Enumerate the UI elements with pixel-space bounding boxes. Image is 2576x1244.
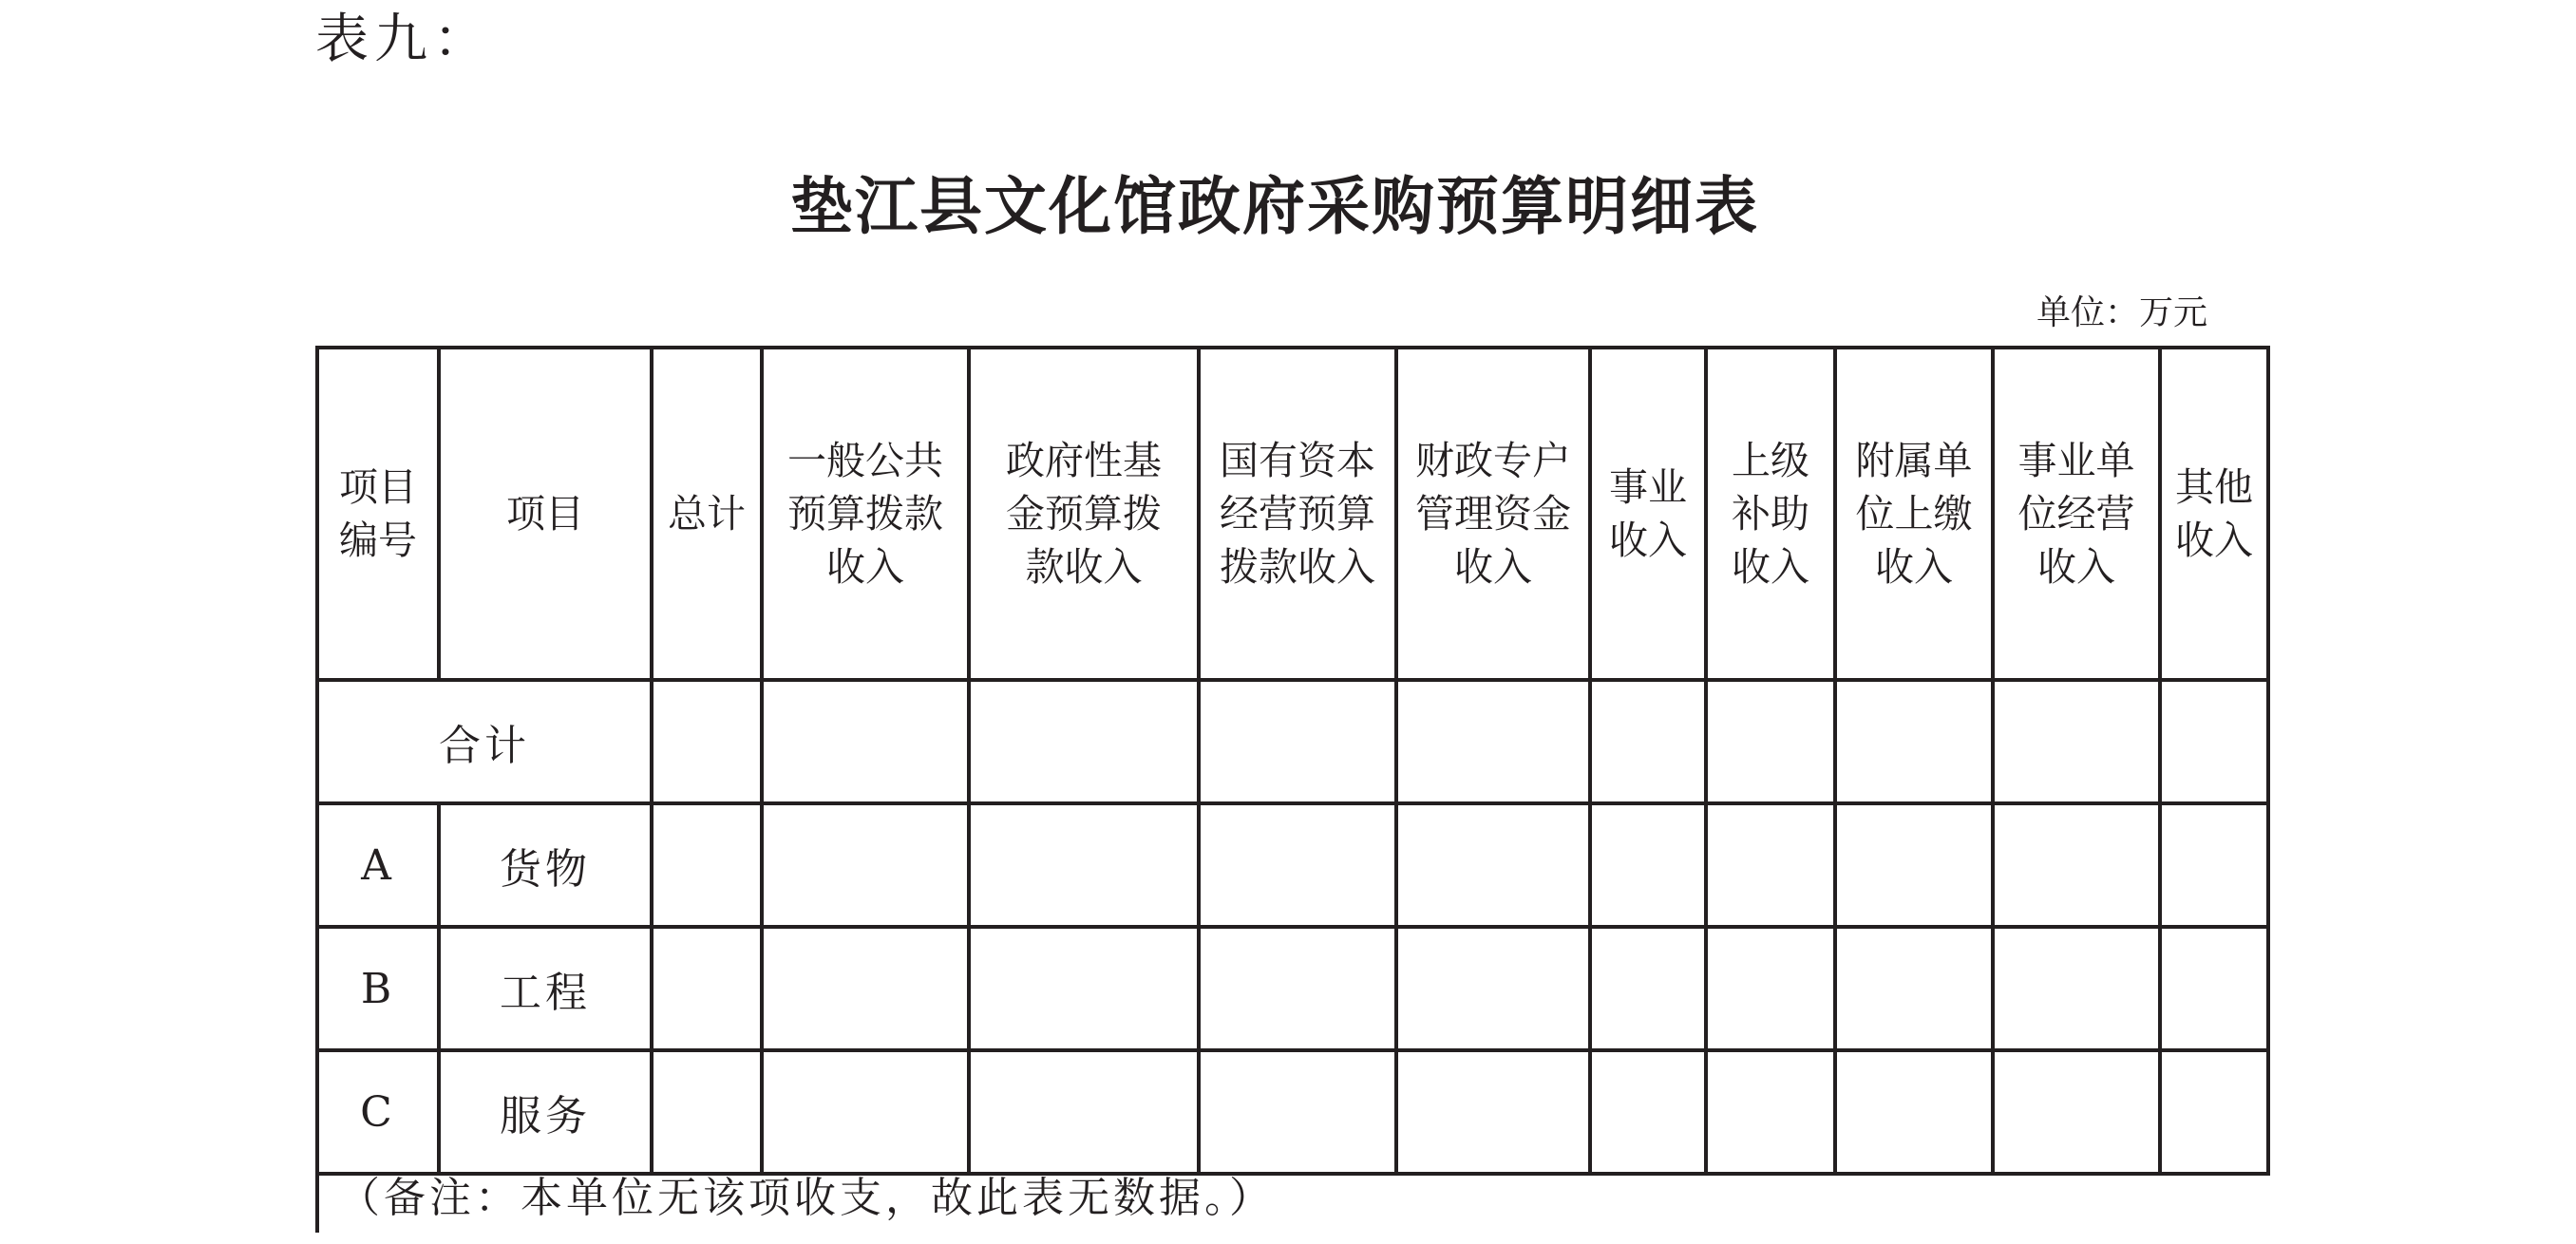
table-cell	[1396, 803, 1590, 927]
header-state-capital: 国有资本经营预算拨款收入	[1199, 348, 1396, 680]
table-cell	[1993, 803, 2160, 927]
table-cell	[1993, 680, 2160, 803]
row-name: 服务	[439, 1050, 652, 1174]
header-operating: 事业单位经营收入	[1993, 348, 2160, 680]
table-cell	[2160, 1050, 2268, 1174]
table-cell	[1993, 1050, 2160, 1174]
table-cell	[969, 1050, 1199, 1174]
table-cell	[1590, 680, 1706, 803]
header-code: 项目编号	[317, 348, 439, 680]
page-title-text: 垫江县文化馆政府采购预算明细表	[790, 169, 1759, 243]
header-affiliated: 附属单位上缴收入	[1835, 348, 1993, 680]
table-cell	[1199, 927, 1396, 1050]
table-cell	[1835, 1050, 1993, 1174]
table-cell	[762, 1050, 969, 1174]
footnote: （备注：本单位无该项收支，故此表无数据。）	[338, 1174, 1275, 1222]
table-row	[317, 927, 2268, 1050]
table-cell	[1993, 927, 2160, 1050]
row-name: 工程	[439, 927, 652, 1050]
row-code: B	[317, 927, 439, 1050]
row-code: C	[317, 1050, 439, 1174]
table-cell	[762, 680, 969, 803]
table-cell	[969, 680, 1199, 803]
row-name: 货物	[439, 803, 652, 927]
table-cell	[1590, 927, 1706, 1050]
table-cell	[1706, 1050, 1835, 1174]
header-total: 总计	[652, 348, 762, 680]
table-cell	[969, 803, 1199, 927]
table-cell	[652, 680, 762, 803]
note-left-border	[315, 1172, 319, 1233]
table-cell	[1590, 803, 1706, 927]
header-superior-subsidy: 上级补助收入	[1706, 348, 1835, 680]
table-cell	[1706, 803, 1835, 927]
header-other: 其他收入	[2160, 348, 2268, 680]
table-cell	[2160, 927, 2268, 1050]
table-cell	[1706, 927, 1835, 1050]
table-cell	[1706, 680, 1835, 803]
table-cell	[762, 927, 969, 1050]
table-cell	[1835, 927, 1993, 1050]
table-cell	[1199, 803, 1396, 927]
table-cell	[1199, 680, 1396, 803]
header-row	[317, 348, 2268, 680]
total-label: 合计	[317, 680, 652, 803]
procurement-budget-table	[315, 346, 2270, 1176]
table-cell	[2160, 680, 2268, 803]
table-number-label: 表九：	[315, 9, 492, 70]
header-general-budget: 一般公共预算拨款收入	[762, 348, 969, 680]
table-cell	[1835, 680, 1993, 803]
table-cell	[652, 927, 762, 1050]
table-cell	[1199, 1050, 1396, 1174]
row-code: A	[317, 803, 439, 927]
total-row	[317, 680, 2268, 803]
header-fiscal-special: 财政专户管理资金收入	[1396, 348, 1590, 680]
header-item: 项目	[439, 348, 652, 680]
table-row	[317, 803, 2268, 927]
table-cell	[1396, 1050, 1590, 1174]
table-cell	[762, 803, 969, 927]
page-title	[0, 169, 2576, 243]
table-cell	[1396, 680, 1590, 803]
table-cell	[1590, 1050, 1706, 1174]
table-cell	[969, 927, 1199, 1050]
unit-label: 单位：万元	[2036, 293, 2208, 332]
table-cell	[1835, 803, 1993, 927]
table-cell	[2160, 803, 2268, 927]
header-career: 事业收入	[1590, 348, 1706, 680]
header-gov-fund: 政府性基金预算拨款收入	[969, 348, 1199, 680]
table-cell	[652, 803, 762, 927]
table-cell	[1396, 927, 1590, 1050]
table-row	[317, 1050, 2268, 1174]
table-cell	[652, 1050, 762, 1174]
